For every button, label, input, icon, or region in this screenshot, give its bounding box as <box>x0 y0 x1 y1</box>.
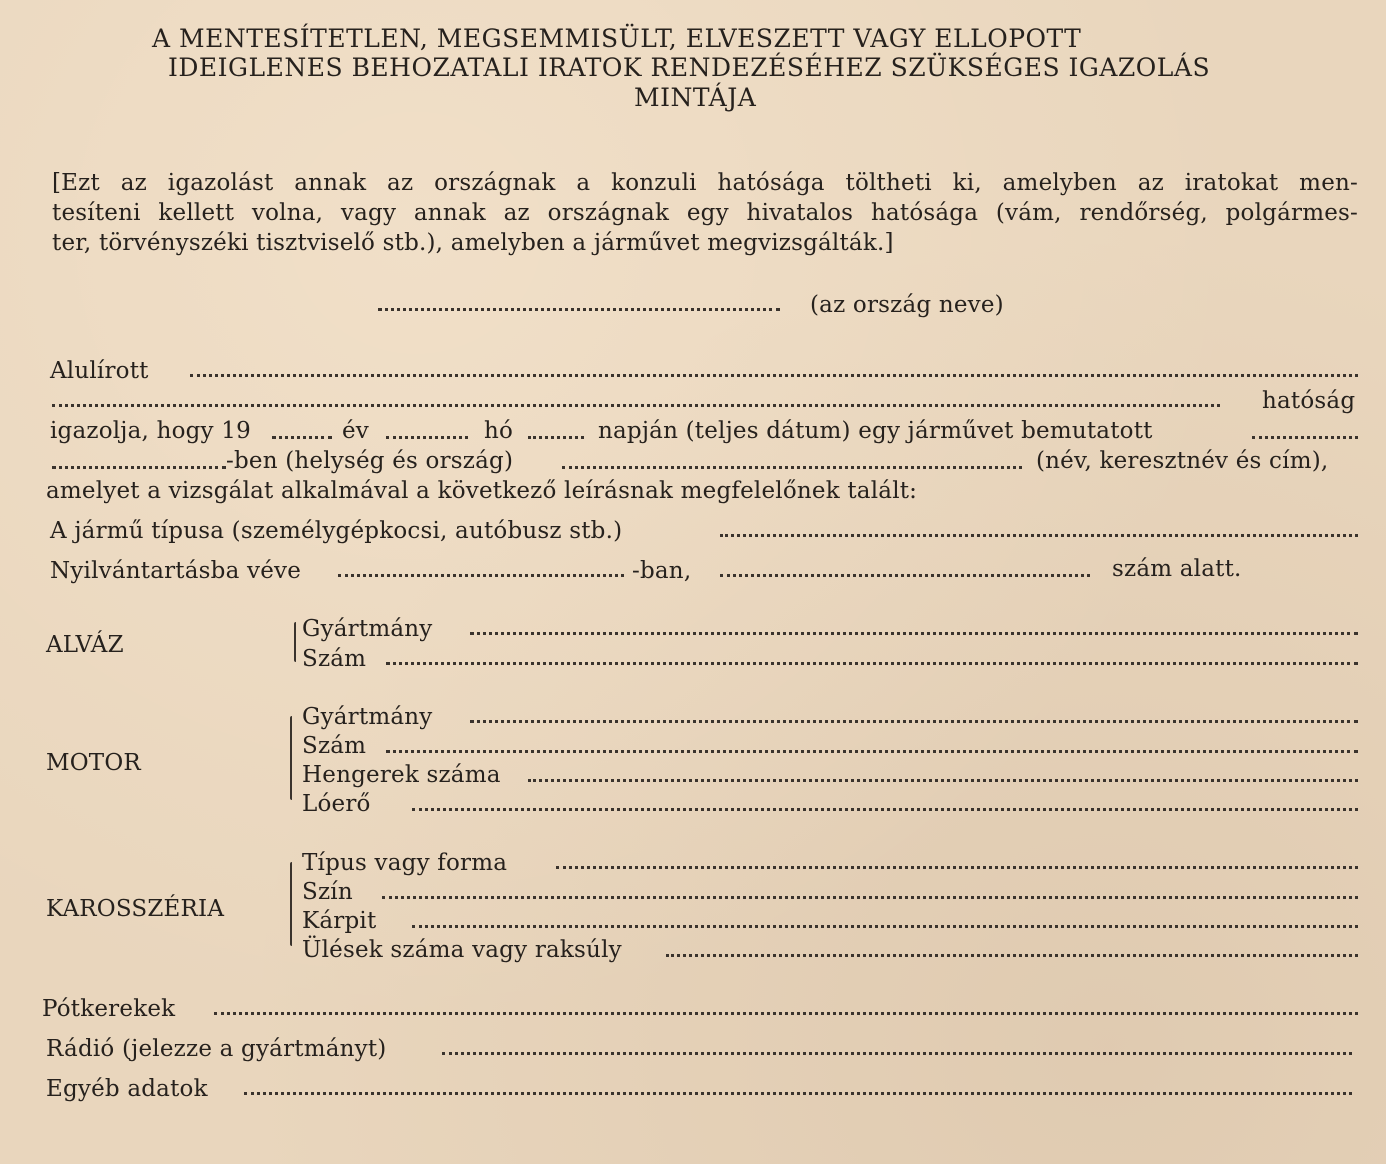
intro-line-2-text: tesíteni kellett volna, vagy annak az országnak egy hivatalos hatósága (vám, rendőrség, polgármes- <box>52 200 1358 226</box>
chassis-brace <box>294 622 296 662</box>
number-under-label: szám alatt. <box>1112 556 1242 582</box>
authority-field[interactable] <box>52 404 1220 407</box>
registered-label: Nyilvántartásba véve <box>50 558 302 584</box>
intro-line-2 <box>52 200 1358 226</box>
registered-ban-label: -ban, <box>632 558 692 584</box>
registration-number-field[interactable] <box>720 574 1090 577</box>
engine-cylinders-label: Hengerek száma <box>302 762 501 788</box>
place-field[interactable] <box>52 466 226 469</box>
body-type-label: Típus vagy forma <box>302 850 508 876</box>
authority-label: hatóság <box>1262 388 1356 414</box>
body-color-field[interactable] <box>382 896 1358 899</box>
engine-number-field[interactable] <box>386 750 1358 753</box>
day-field[interactable] <box>528 436 584 439</box>
undersigned-label: Alulírott <box>50 358 149 384</box>
title-line-2: IDEIGLENES BEHOZATALI IRATOK RENDEZÉSÉHEZ SZÜKSÉGES IGAZOLÁS <box>168 53 1211 82</box>
month-field[interactable] <box>386 436 468 439</box>
year-label: év <box>342 418 370 444</box>
engine-heading: MOTOR <box>46 750 141 776</box>
chassis-make-label: Gyártmány <box>302 616 433 642</box>
registered-country-field[interactable] <box>338 574 624 577</box>
year-field[interactable] <box>272 436 332 439</box>
presenter-field[interactable] <box>1252 436 1358 439</box>
body-seats-label: Ülések száma vagy raksúly <box>302 937 622 963</box>
title-line-1: A MENTESÍTETLEN, MEGSEMMISÜLT, ELVESZETT VAGY ELLOPOTT <box>152 24 1082 53</box>
engine-hp-label: Lóerő <box>302 791 371 817</box>
intro-line-3: ter, törvényszéki tisztviselő stb.), amelyben a járművet megvizsgálták.] <box>52 230 894 256</box>
certify-label: igazolja, hogy 19 <box>50 418 251 444</box>
engine-brace <box>290 716 292 800</box>
body-type-field[interactable] <box>556 866 1358 869</box>
engine-number-label: Szám <box>302 733 367 759</box>
body-heading: KAROSSZÉRIA <box>46 896 225 922</box>
country-name-field[interactable] <box>378 308 780 311</box>
day-label: napján (teljes dátum) egy járművet bemutatott <box>598 418 1153 444</box>
month-label: hó <box>484 418 514 444</box>
name-address-field[interactable] <box>562 466 1022 469</box>
body-color-label: Szín <box>302 879 353 905</box>
undersigned-field[interactable] <box>190 374 1358 377</box>
name-address-label: (név, keresztnév és cím), <box>1036 448 1329 474</box>
engine-make-field[interactable] <box>470 720 1358 723</box>
country-name-label: (az ország neve) <box>810 292 1004 318</box>
engine-make-label: Gyártmány <box>302 704 433 730</box>
chassis-heading: ALVÁZ <box>46 632 124 658</box>
spare-wheels-field[interactable] <box>214 1012 1358 1015</box>
chassis-number-label: Szám <box>302 646 367 672</box>
title-line-3: MINTÁJA <box>634 83 757 112</box>
intro-line-1-text: [Ezt az igazolást annak az országnak a konzuli hatósága töltheti ki, amelyben az iratokat men- <box>52 170 1358 196</box>
chassis-make-field[interactable] <box>470 632 1358 635</box>
place-suffix-label: -ben (helység és ország) <box>226 448 514 474</box>
engine-cylinders-field[interactable] <box>528 779 1358 782</box>
engine-hp-field[interactable] <box>412 808 1358 811</box>
vehicle-type-label: A jármű típusa (személygépkocsi, autóbusz stb.) <box>50 518 623 544</box>
found-statement: amelyet a vizsgálat alkalmával a következő leírásnak megfelelőnek talált: <box>46 478 918 504</box>
vehicle-type-field[interactable] <box>720 534 1358 537</box>
body-brace <box>290 862 292 946</box>
body-seats-field[interactable] <box>666 954 1358 957</box>
radio-field[interactable] <box>442 1052 1352 1055</box>
body-upholstery-field[interactable] <box>412 925 1358 928</box>
spare-wheels-label: Pótkerekek <box>42 996 176 1022</box>
other-data-field[interactable] <box>244 1092 1352 1095</box>
chassis-number-field[interactable] <box>386 662 1358 665</box>
other-data-label: Egyéb adatok <box>46 1076 208 1102</box>
body-upholstery-label: Kárpit <box>302 908 377 934</box>
intro-line-1 <box>52 170 1358 196</box>
radio-label: Rádió (jelezze a gyártmányt) <box>46 1036 387 1062</box>
